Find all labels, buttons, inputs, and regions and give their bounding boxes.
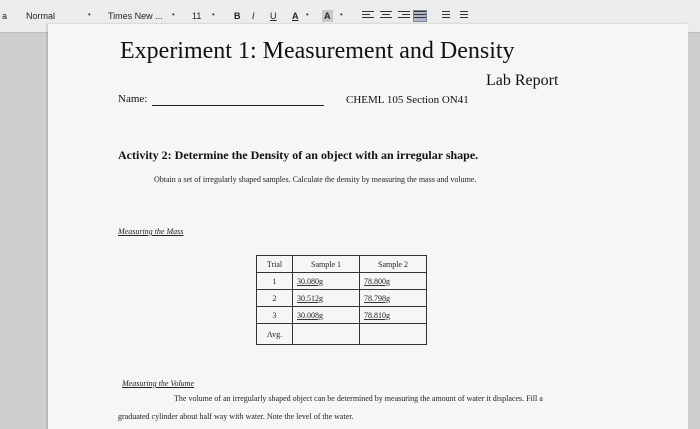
table-cell[interactable]: 30.080g — [293, 273, 360, 290]
table-cell[interactable]: 2 — [257, 290, 293, 307]
align-left-icon[interactable] — [362, 11, 374, 21]
align-center-icon[interactable] — [380, 11, 392, 21]
table-cell[interactable]: 78.798g — [360, 290, 427, 307]
table-cell[interactable]: Avg. — [257, 324, 293, 345]
table-cell[interactable] — [293, 324, 360, 345]
name-label: Name: — [118, 93, 148, 105]
activity-prefix: Activity 2: — [118, 148, 172, 162]
activity-instructions: Obtain a set of irregularly shaped samples. Calculate the density by measuring the mass and volume. — [154, 175, 477, 184]
activity-title: Determine the Density of an object with an irregular shape. — [174, 148, 479, 162]
text-color-button[interactable]: A — [292, 11, 299, 21]
table-row — [257, 273, 427, 290]
bullet-list-icon[interactable] — [456, 11, 468, 21]
highlight-color-button[interactable]: A — [324, 11, 331, 21]
table-header: Sample 1 — [293, 256, 360, 273]
align-justify-icon[interactable] — [414, 11, 426, 21]
toolbar-edge-glyph: a — [2, 11, 8, 21]
paragraph-style-dropdown[interactable]: Normal — [26, 11, 56, 21]
table-cell[interactable]: 30.008g — [293, 307, 360, 324]
activity-heading — [118, 148, 478, 163]
font-size-dropdown[interactable]: 11 — [192, 11, 202, 21]
document-subtitle: Lab Report — [486, 72, 559, 89]
table-cell[interactable]: 1 — [257, 273, 293, 290]
underline-button[interactable]: U — [270, 11, 277, 21]
table-header: Sample 2 — [360, 256, 427, 273]
chevron-down-icon[interactable]: • — [340, 10, 343, 19]
table-header: Trial — [257, 256, 293, 273]
italic-button[interactable]: I — [252, 11, 255, 21]
table-header-row — [257, 256, 427, 273]
name-blank-line[interactable] — [152, 105, 324, 106]
chevron-down-icon[interactable]: • — [172, 10, 175, 19]
chevron-down-icon[interactable]: • — [212, 10, 215, 19]
table-row — [257, 290, 427, 307]
table-cell[interactable] — [360, 324, 427, 345]
mass-data-table — [256, 255, 427, 345]
table-cell[interactable]: 30.512g — [293, 290, 360, 307]
volume-instructions: The volume of an irregularly shaped object can be determined by measuring the amount of water it displaces. Fill a graduated cylinder about half way with water. Note the level of the water. — [118, 394, 543, 421]
table-cell[interactable]: 3 — [257, 307, 293, 324]
measuring-mass-heading: Measuring the Mass — [118, 227, 184, 236]
chevron-down-icon[interactable]: • — [306, 10, 309, 19]
document-page[interactable] — [48, 24, 688, 429]
font-family-dropdown[interactable]: Times New ... — [108, 11, 163, 21]
table-cell[interactable]: 78.810g — [360, 307, 427, 324]
measuring-volume-heading: Measuring the Volume — [122, 379, 194, 388]
chevron-down-icon[interactable]: • — [88, 10, 91, 19]
table-row — [257, 324, 427, 345]
table-cell[interactable]: 78.800g — [360, 273, 427, 290]
table-row — [257, 307, 427, 324]
align-right-icon[interactable] — [398, 11, 410, 21]
numbered-list-icon[interactable] — [438, 11, 450, 21]
bold-button[interactable]: B — [234, 11, 241, 21]
document-title: Experiment 1: Measurement and Density — [120, 38, 515, 64]
course-section: CHEML 105 Section ON41 — [346, 94, 469, 106]
